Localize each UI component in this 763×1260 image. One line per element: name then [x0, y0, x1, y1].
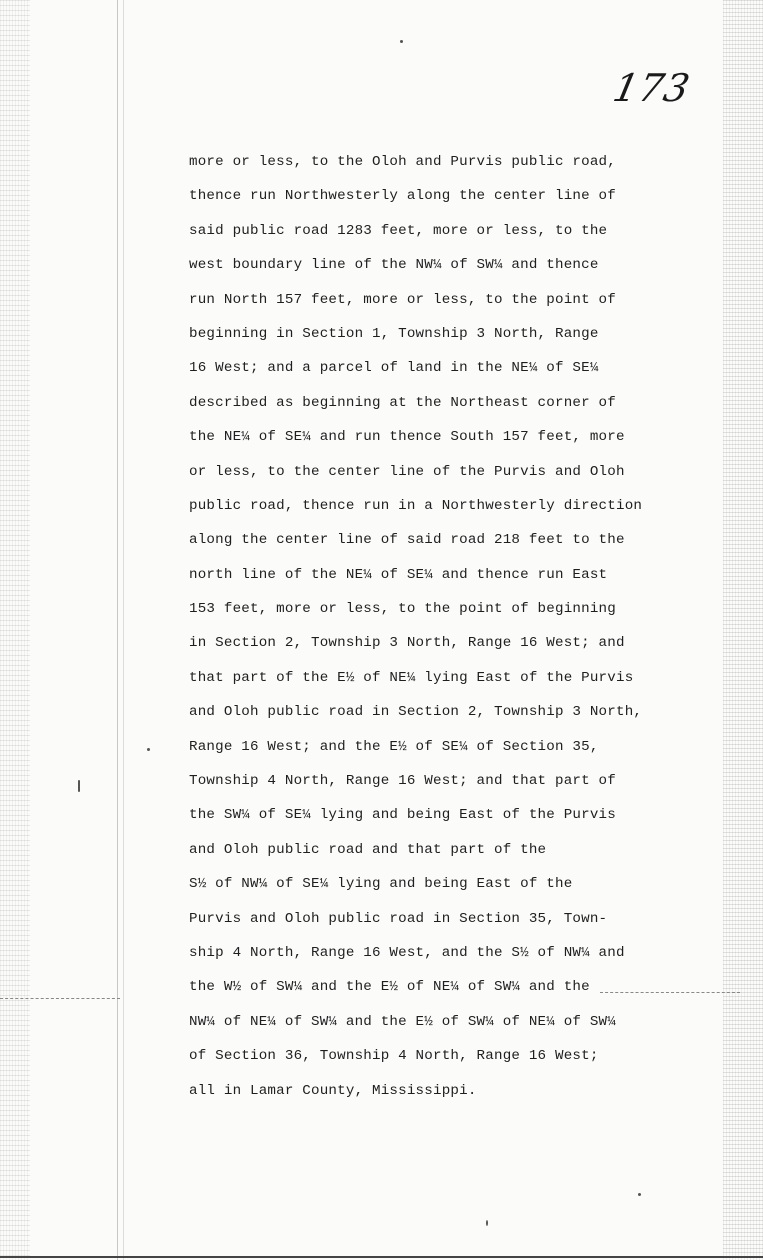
text-line: public road, thence run in a Northwesterly direction [189, 497, 643, 514]
left-margin-line-secondary [123, 0, 124, 1260]
text-line: and Oloh public road and that part of the [189, 841, 547, 858]
scan-speck [147, 748, 150, 751]
scan-speck [78, 780, 80, 792]
text-line: run North 157 feet, more or less, to the point of [189, 291, 616, 308]
text-line: north line of the NE¼ of SE¼ and thence run East [189, 566, 608, 583]
text-line: all in Lamar County, Mississippi. [189, 1082, 477, 1099]
right-scan-edge [723, 0, 763, 1260]
text-line: of Section 36, Township 4 North, Range 16 West; [189, 1048, 599, 1065]
text-line: beginning in Section 1, Township 3 North, Range [189, 325, 599, 342]
text-line: in Section 2, Township 3 North, Range 16 West; and [189, 635, 625, 652]
bottom-edge [0, 1256, 763, 1258]
text-line: Township 4 North, Range 16 West; and that part of [189, 773, 616, 790]
left-margin-line [117, 0, 118, 1260]
text-line: Purvis and Oloh public road in Section 35, Town- [189, 910, 608, 927]
text-line: described as beginning at the Northeast corner of [189, 394, 616, 411]
text-line: Range 16 West; and the E½ of SE¼ of Section 35, [189, 738, 599, 755]
page-number: 173 [609, 66, 695, 110]
text-line: 153 feet, more or less, to the point of beginning [189, 601, 616, 618]
text-line: more or less, to the Oloh and Purvis public road, [189, 154, 616, 170]
scan-speck [638, 1193, 641, 1196]
text-line: that part of the E½ of NE¼ lying East of the Purvis [189, 669, 634, 686]
text-line: along the center line of said road 218 feet to the [189, 532, 625, 549]
text-line: NW¼ of NE¼ of SW¼ and the E½ of SW¼ of NE¼ of SW¼ [189, 1013, 616, 1030]
text-line: or less, to the center line of the Purvis and Oloh [189, 463, 625, 480]
text-line: 16 West; and a parcel of land in the NE¼ of SE¼ [189, 360, 599, 377]
text-line: the SW¼ of SE¼ lying and being East of the Purvis [189, 807, 616, 824]
legal-description-text [189, 152, 679, 1115]
scan-speck [400, 40, 403, 43]
text-line: said public road 1283 feet, more or less, to the [189, 222, 608, 239]
text-line: the NE¼ of SE¼ and run thence South 157 feet, more [189, 429, 625, 446]
text-line: and Oloh public road in Section 2, Township 3 North, [189, 704, 643, 721]
left-scan-edge [0, 0, 30, 1260]
text-line: the W½ of SW¼ and the E½ of NE¼ of SW¼ and the [189, 979, 590, 996]
text-line: S½ of NW¼ of SE¼ lying and being East of the [189, 876, 573, 893]
text-line: west boundary line of the NW¼ of SW¼ and thence [189, 257, 599, 274]
text-line: thence run Northwesterly along the center line of [189, 188, 616, 205]
binding-mark [0, 998, 120, 999]
scan-speck [486, 1220, 488, 1226]
text-line: ship 4 North, Range 16 West, and the S½ of NW¼ and [189, 944, 625, 961]
